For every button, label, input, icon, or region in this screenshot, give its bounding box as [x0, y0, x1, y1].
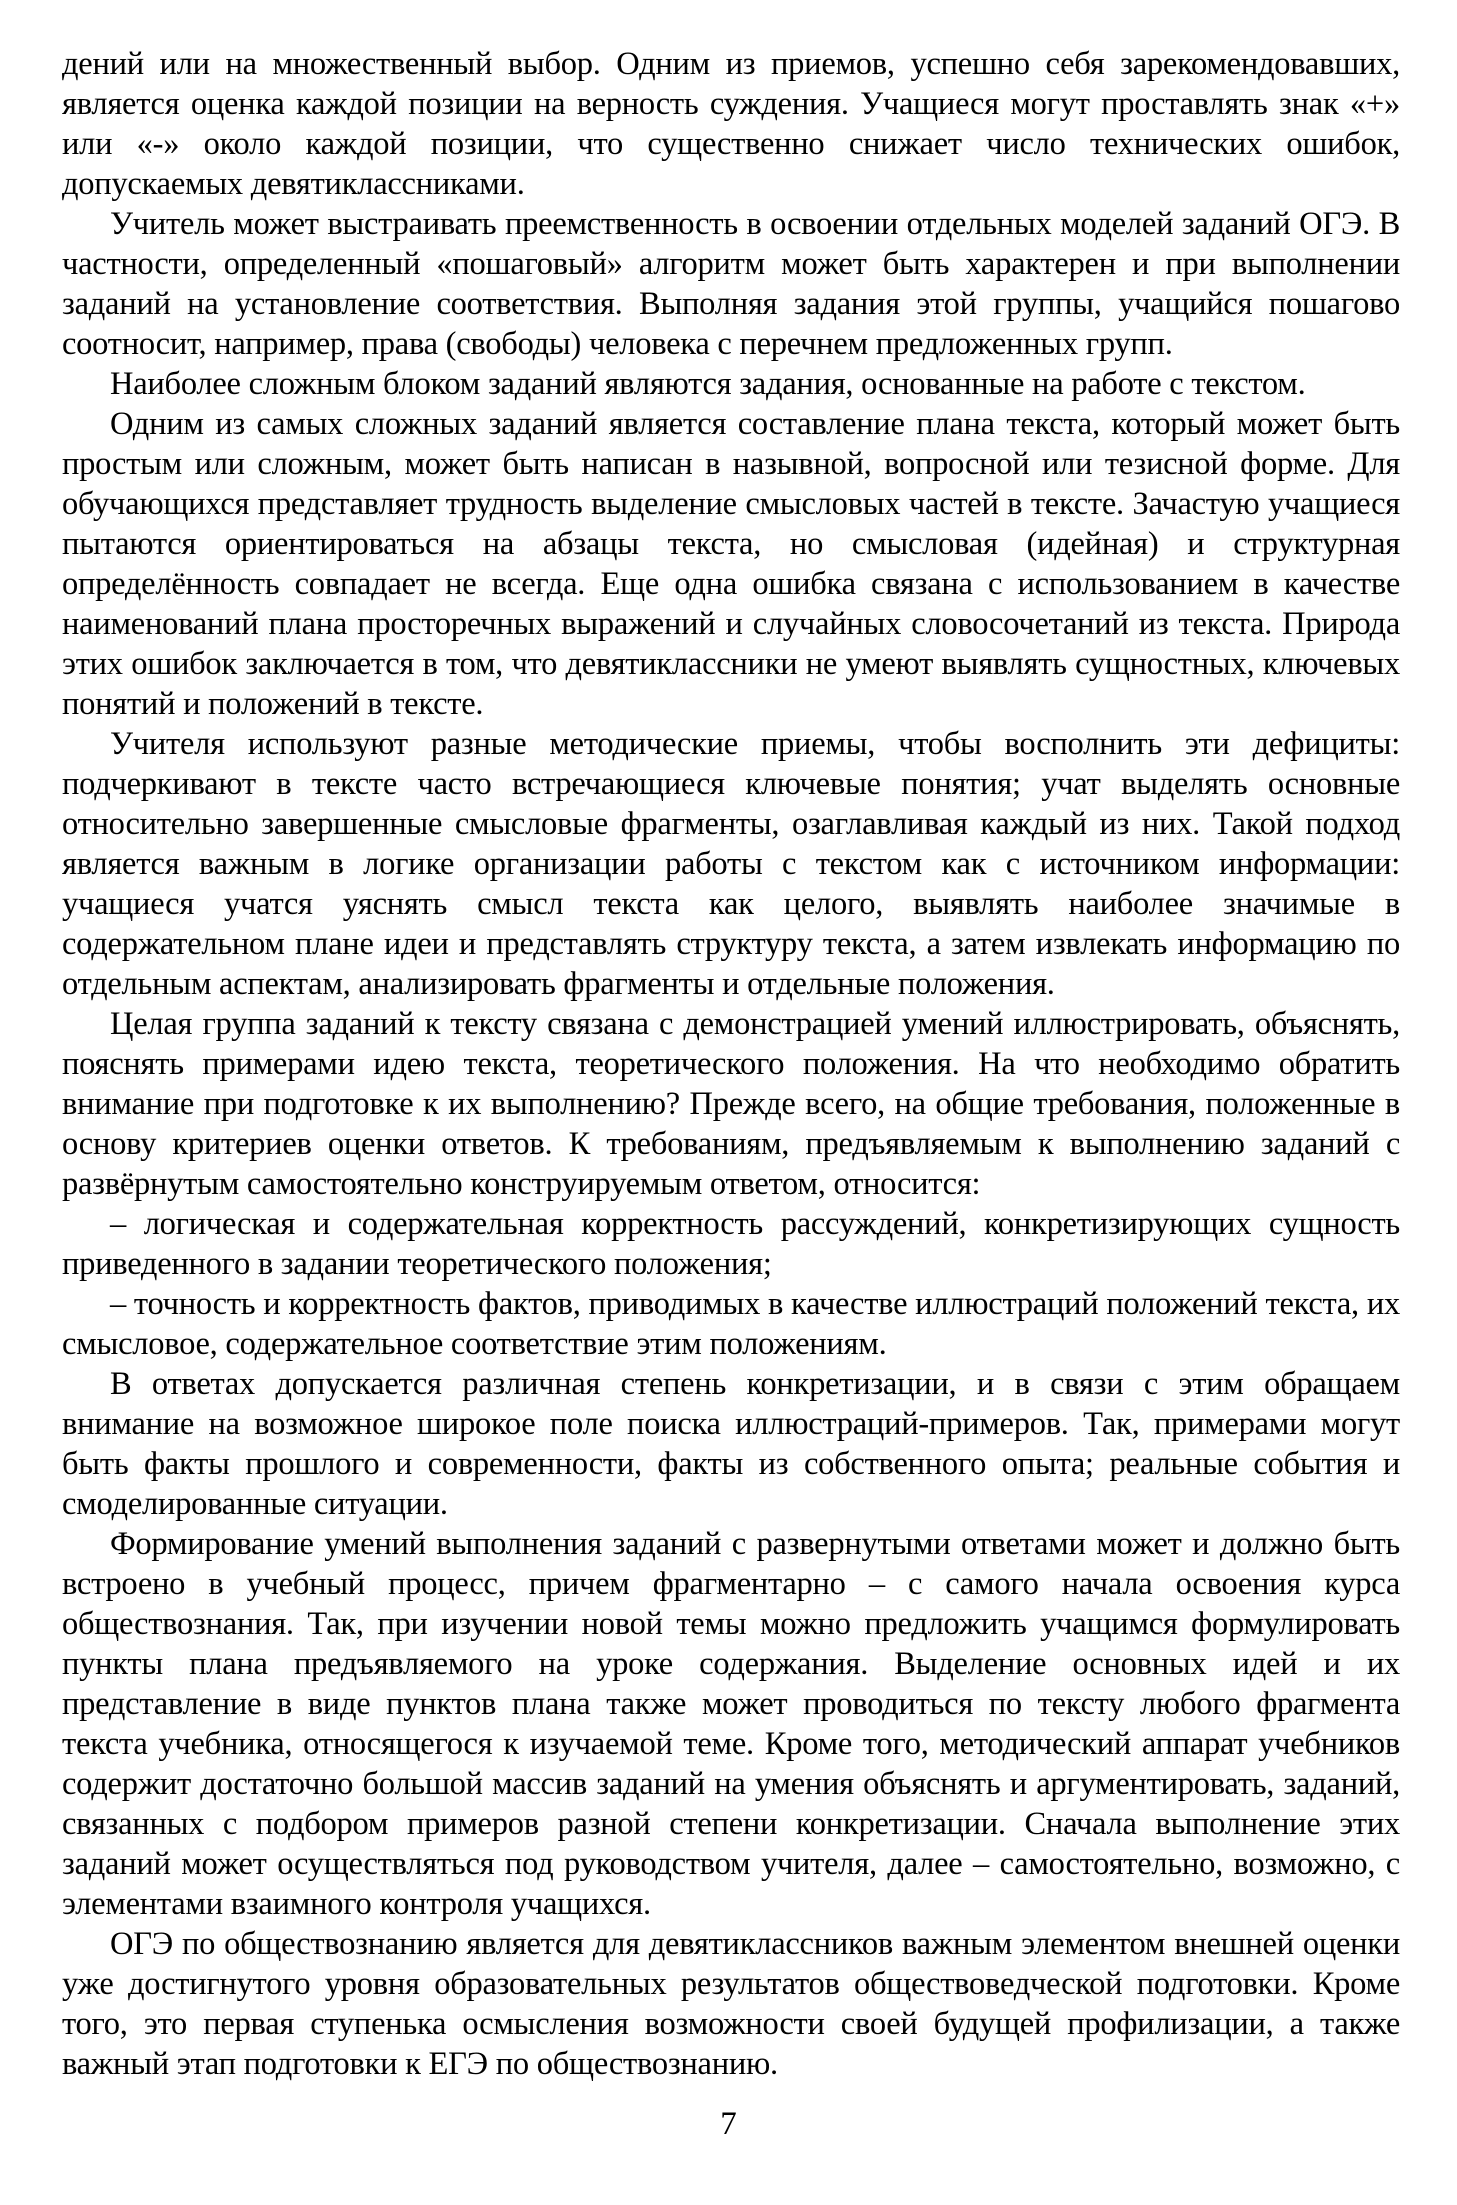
- page-number: 7: [720, 2106, 737, 2142]
- paragraph: ОГЭ по обществознанию является для девятиклассников важным элементом внешней оценки уже достигнутого уровня образовательных результатов обществоведческой подготовки. Кроме того, это первая ступенька осмысления возможности своей будущей профилизации, а также важный этап подготовки к ЕГЭ по обществознанию.: [62, 1926, 1400, 2082]
- paragraph: – логическая и содержательная корректность рассуждений, конкретизирующих сущность приведенного в задании теоретического положения;: [62, 1206, 1400, 1282]
- text-block: [62, 44, 1400, 2084]
- paragraph: Наиболее сложным блоком заданий являются задания, основанные на работе с текстом.: [110, 366, 1306, 402]
- paragraph: Целая группа заданий к тексту связана с демонстрацией умений иллюстрировать, объяснять, пояснять примерами идею текста, теоретического положения. На что необходимо обратить внимание при подготовке к их выполнению? Прежде всего, на общие требования, положенные в основу критериев оценки ответов. К требованиям, предъявляемым к выполнению заданий с развёрнутым самостоятельно конструируемым ответом, относится:: [62, 1006, 1400, 1202]
- paragraph: Одним из самых сложных заданий является составление плана текста, который может быть простым или сложным, может быть написан в назывной, вопросной или тезисной форме. Для обучающихся представляет трудность выделение смысловых частей в тексте. Зачастую учащиеся пытаются ориентироваться на абзацы текста, но смысловая (идейная) и структурная определённость совпадает не всегда. Еще одна ошибка связана с использованием в качестве наименований плана просторечных выражений и случайных словосочетаний из текста. Природа этих ошибок заключается в том, что девятиклассники не умеют выявлять сущностных, ключевых понятий и положений в тексте.: [62, 406, 1400, 722]
- paragraph: Учитель может выстраивать преемственность в освоении отдельных моделей заданий ОГЭ. В частности, определенный «пошаговый» алгоритм может быть характерен и при выполнении заданий на установление соответствия. Выполняя задания этой группы, учащийся пошагово соотносит, например, права (свободы) человека с перечнем предложенных групп.: [62, 206, 1400, 362]
- paragraph: Учителя используют разные методические приемы, чтобы восполнить эти дефициты: подчеркивают в тексте часто встречающиеся ключевые понятия; учат выделять основные относительно завершенные смысловые фрагменты, озаглавливая каждый из них. Такой подход является важным в логике организации работы с текстом как с источником информации: учащиеся учатся уяснять смысл текста как целого, выявлять наиболее значимые в содержательном плане идеи и представлять структуру текста, а затем извлекать информацию по отдельным аспектам, анализировать фрагменты и отдельные положения.: [62, 726, 1400, 1002]
- paragraph: В ответах допускается различная степень конкретизации, и в связи с этим обращаем внимание на возможное широкое поле поиска иллюстраций-примеров. Так, примерами могут быть факты прошлого и современности, факты из собственного опыта; реальные события и смоделированные ситуации.: [62, 1366, 1400, 1522]
- paragraph: Формирование умений выполнения заданий с развернутыми ответами может и должно быть встроено в учебный процесс, причем фрагментарно – с самого начала освоения курса обществознания. Так, при изучении новой темы можно предложить учащимся формулировать пункты плана предъявляемого на уроке содержания. Выделение основных идей и их представление в виде пунктов плана также может проводиться по тексту любого фрагмента текста учебника, относящегося к изучаемой теме. Кроме того, методический аппарат учебников содержит достаточно большой массив заданий на умения объяснять и аргументировать, заданий, связанных с подбором примеров разной степени конкретизации. Сначала выполнение этих заданий может осуществляться под руководством учителя, далее – самостоятельно, возможно, с элементами взаимного контроля учащихся.: [62, 1526, 1400, 1922]
- list-item-dash: – точность и корректность фактов, приводимых в качестве иллюстраций положений текста, их смысловое, содержательное соответствие этим положениям.: [62, 1286, 1400, 1362]
- paragraph: дений или на множественный выбор. Одним из приемов, успешно себя зарекомендовавших, является оценка каждой позиции на верность суждения. Учащиеся могут проставлять знак «+» или «-» около каждой позиции, что существенно снижает число технических ошибок, допускаемых девятиклассниками.: [62, 46, 1400, 202]
